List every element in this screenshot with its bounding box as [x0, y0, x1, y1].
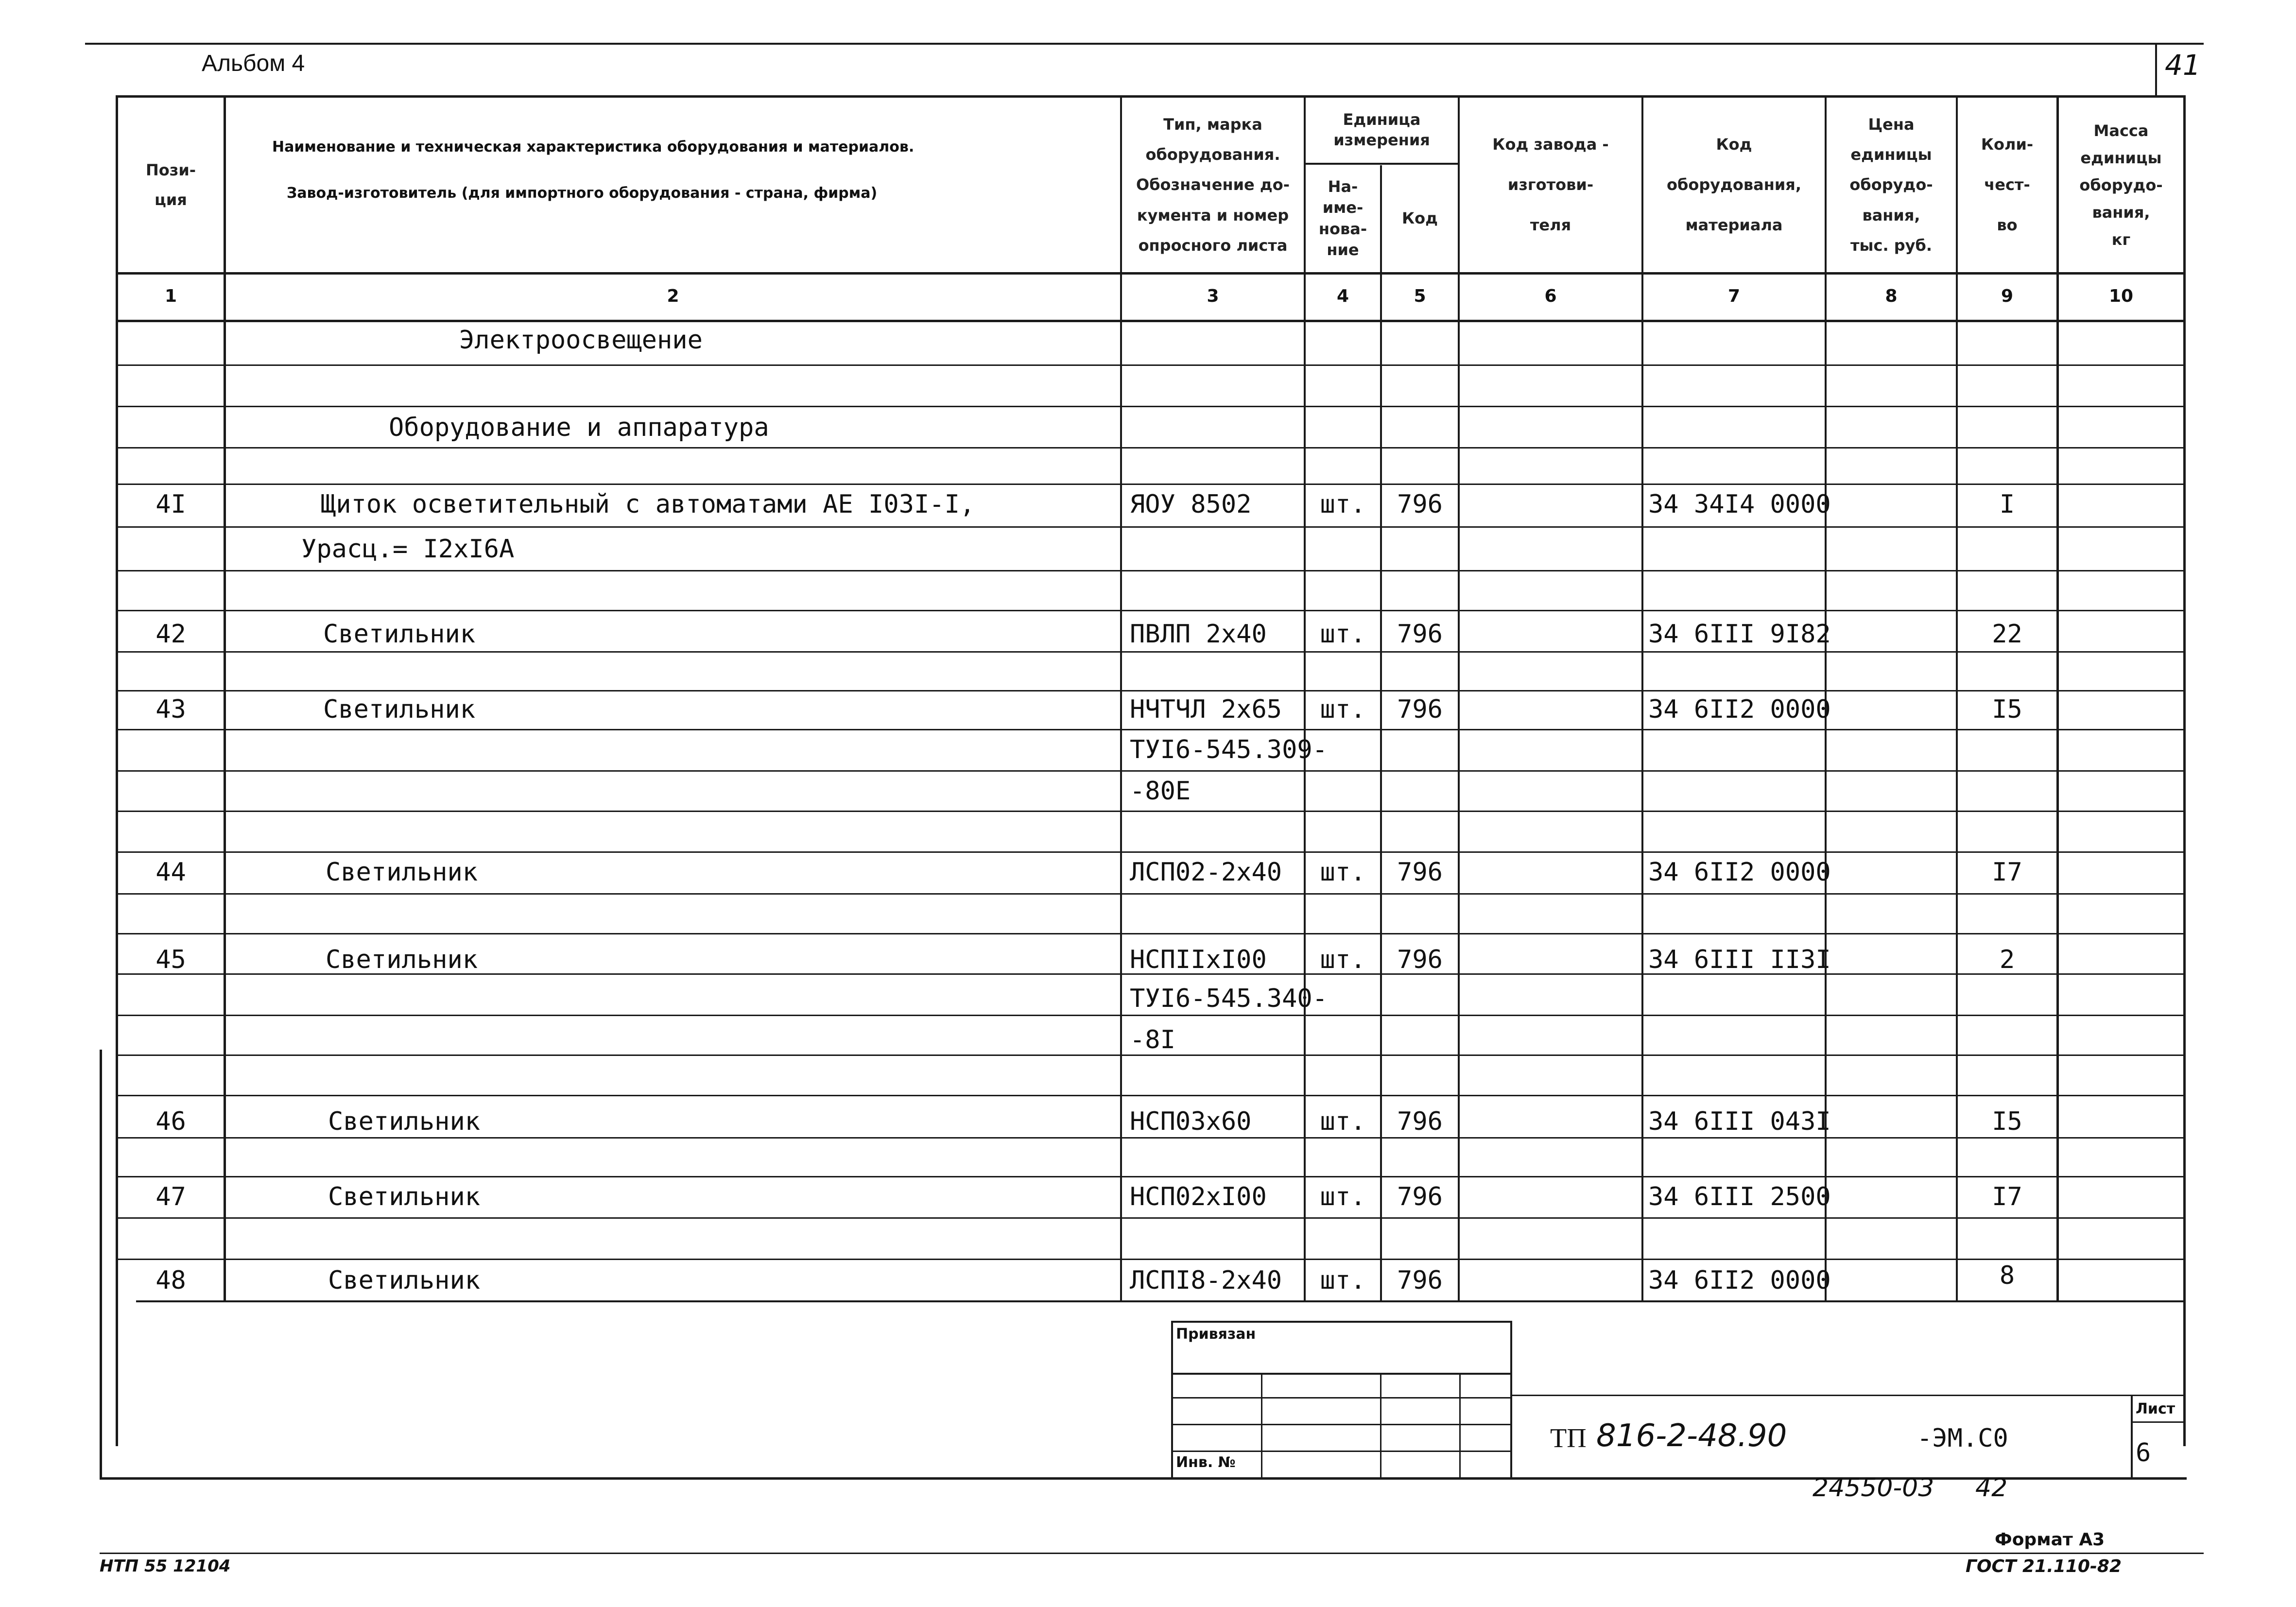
row-unit: шт. [1320, 945, 1366, 974]
header-equipment-code: Код оборудования, материала [1667, 135, 1801, 235]
row-position: 47 [155, 1182, 186, 1211]
section-subtitle: Оборудование и аппаратура [389, 413, 769, 442]
header-unit: Единица измерения [1333, 110, 1430, 149]
row-quantity: I [1999, 490, 2015, 519]
row-equipment-code: 34 6III 2500 [1648, 1182, 1831, 1211]
column-number: 7 [1727, 286, 1741, 306]
row-quantity: I7 [1992, 858, 2022, 887]
row-equipment-code: 34 6III 9I82 [1648, 620, 1831, 649]
row-quantity: I5 [1992, 695, 2022, 724]
row-type-continued: ТУI6-545.340- [1130, 984, 1328, 1013]
header-mass: Масса единицы оборудо- вания, кг [2079, 121, 2163, 249]
row-name: Светильник [323, 620, 476, 649]
row-position: 43 [155, 695, 186, 724]
header-price: Цена единицы оборудо- вания, тыс. руб. [1849, 115, 1933, 255]
row-unit: шт. [1320, 858, 1366, 887]
footer-left-code: НТП 55 12104 [100, 1556, 231, 1576]
row-type-continued: -80Е [1130, 777, 1191, 806]
row-position: 46 [155, 1107, 186, 1136]
row-unit-code: 796 [1397, 490, 1443, 519]
header-unit-code: Код [1402, 209, 1438, 228]
header-unit-name: На- име- нова- ние [1318, 177, 1367, 259]
column-number: 2 [667, 286, 679, 306]
row-unit-code: 796 [1397, 695, 1443, 724]
row-name: Светильник [328, 1182, 481, 1211]
row-type: ЛСПI8-2х40 [1130, 1266, 1282, 1295]
row-equipment-code: 34 34I4 0000 [1648, 490, 1831, 519]
row-position: 48 [155, 1266, 186, 1295]
row-equipment-code: 34 6II2 0000 [1648, 695, 1831, 724]
footer-gost: ГОСТ 21.110-82 [1966, 1556, 2122, 1576]
row-type: НСП02хI00 [1130, 1182, 1267, 1211]
row-quantity: I5 [1992, 1107, 2022, 1136]
header-name-line1: Наименование и техническая характеристика оборудования и материалов. [272, 138, 915, 156]
row-type: НСП03х60 [1130, 1107, 1252, 1136]
row-unit-code: 796 [1397, 945, 1443, 974]
sheet-number: 6 [2136, 1438, 2151, 1468]
album-label: Альбом 4 [202, 51, 305, 76]
stamp-inv-number: Инв. № [1176, 1454, 1236, 1471]
column-number: 5 [1414, 286, 1426, 306]
row-name: Светильник [323, 695, 476, 724]
row-type: НЧТЧЛ 2х65 [1130, 695, 1282, 724]
column-number: 3 [1207, 286, 1219, 306]
archive-number: 24550-03 [1813, 1473, 1934, 1503]
row-type-continued: ТУI6-545.309- [1130, 735, 1328, 764]
row-unit: шт. [1320, 620, 1366, 649]
row-unit: шт. [1320, 490, 1366, 519]
column-number: 4 [1336, 286, 1349, 306]
row-quantity: 22 [1992, 620, 2022, 649]
sheet-label: Лист [2136, 1400, 2175, 1417]
column-number: 10 [2108, 286, 2134, 306]
row-position: 45 [155, 945, 186, 974]
header-type: Тип, марка оборудования. Обозначение до- кумента и номер опросного листа [1136, 115, 1290, 255]
header-name-line2: Завод-изготовитель (для импортного оборудования - страна, фирма) [287, 185, 878, 202]
header-position: Пози- ция [145, 160, 196, 209]
row-type: ЛСП02-2х40 [1130, 858, 1282, 887]
section-title: Электроосвещение [459, 326, 703, 355]
row-name: Светильник [326, 945, 478, 974]
row-type-continued: -8I [1130, 1025, 1175, 1054]
row-quantity: I7 [1992, 1182, 2022, 1211]
row-name: Щиток осветительный с автоматами АЕ I03I-I, [321, 490, 975, 519]
row-position: 4I [155, 490, 186, 519]
row-type: ПВЛП 2х40 [1130, 620, 1267, 649]
row-type: НСПIIхI00 [1130, 945, 1267, 974]
row-position: 42 [155, 620, 186, 649]
row-unit-code: 796 [1397, 1107, 1443, 1136]
column-number: 9 [2001, 286, 2014, 306]
row-unit: шт. [1320, 1266, 1366, 1295]
row-unit-code: 796 [1397, 1266, 1443, 1295]
row-type: ЯОУ 8502 [1130, 490, 1252, 519]
row-unit-code: 796 [1397, 1182, 1443, 1211]
stamp-privyazan: Привязан [1176, 1326, 1256, 1343]
row-name: Светильник [326, 858, 478, 887]
row-position: 44 [155, 858, 186, 887]
row-equipment-code: 34 6III II3I [1648, 945, 1831, 974]
doc-number: 816-2-48.90 [1596, 1418, 1787, 1454]
row-unit: шт. [1320, 1107, 1366, 1136]
row-unit-code: 796 [1397, 620, 1443, 649]
row-equipment-code: 34 6II2 0000 [1648, 1266, 1831, 1295]
archive-sheet: 42 [1975, 1473, 2008, 1503]
row-quantity: 8 [1999, 1261, 2015, 1290]
doc-suffix: -ЭМ.С0 [1917, 1424, 2008, 1453]
row-unit-code: 796 [1397, 858, 1443, 887]
row-name: Светильник [328, 1107, 481, 1136]
column-number: 8 [1885, 286, 1898, 306]
row-unit: шт. [1320, 1182, 1366, 1211]
header-plant-code: Код завода - изготови- теля [1492, 135, 1609, 235]
column-number: 1 [164, 286, 177, 306]
row-name-continued: Урасц.= I2хI6А [301, 535, 515, 564]
footer-format: Формат А3 [1995, 1530, 2105, 1550]
column-number: 6 [1544, 286, 1557, 306]
row-equipment-code: 34 6II2 0000 [1648, 858, 1831, 887]
row-quantity: 2 [1999, 945, 2015, 974]
header-quantity: Коли- чест- во [1981, 135, 2034, 235]
row-equipment-code: 34 6III 043I [1648, 1107, 1831, 1136]
page-corner-number: 41 [2165, 49, 2201, 82]
doc-prefix: ТП [1550, 1423, 1587, 1453]
row-name: Светильник [328, 1266, 481, 1295]
row-unit: шт. [1320, 695, 1366, 724]
